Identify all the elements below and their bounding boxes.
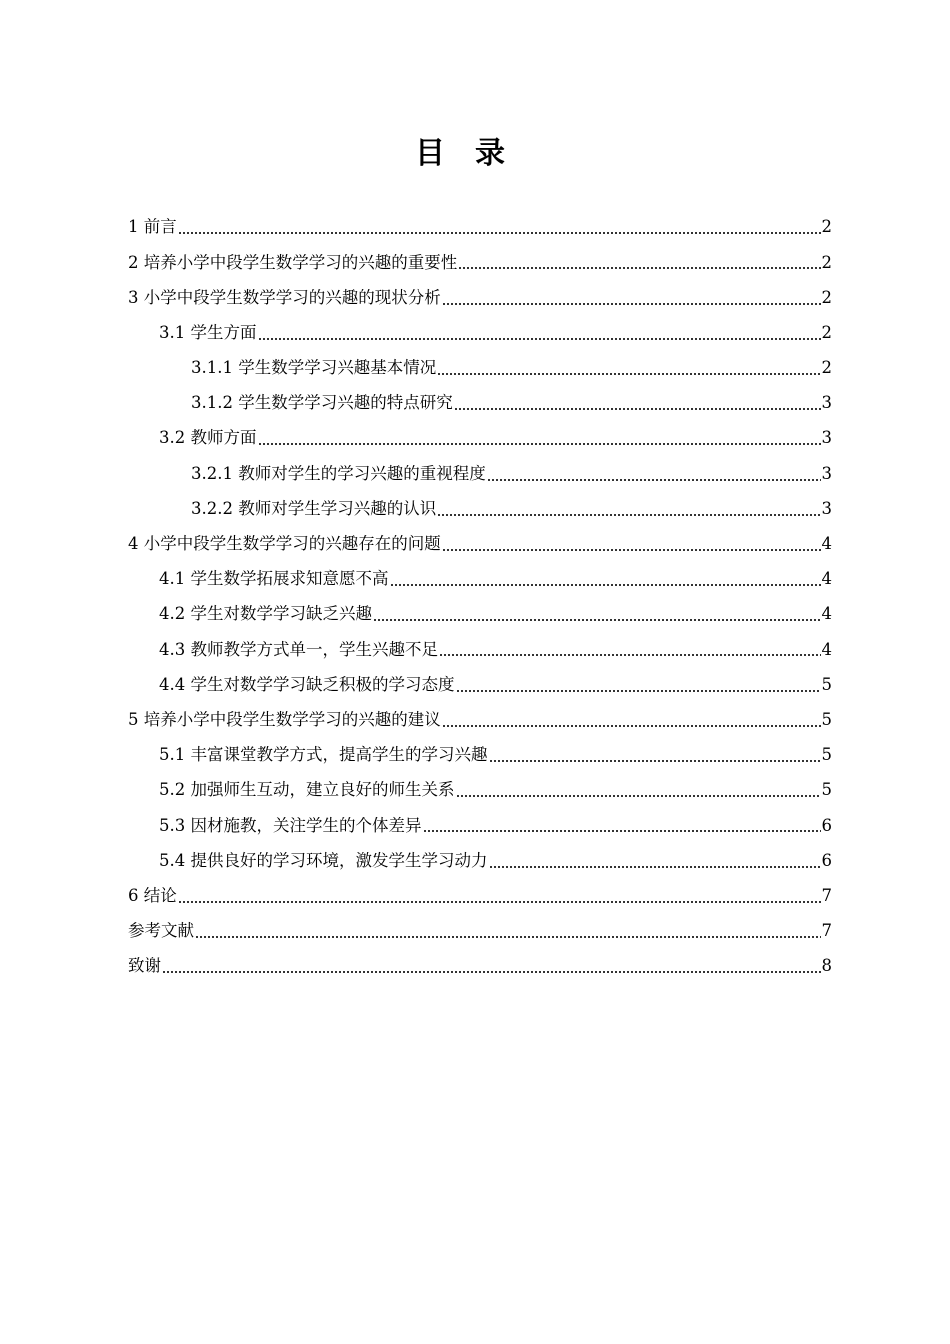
toc-entry-page: 4	[821, 639, 832, 659]
toc-leader-dots	[487, 479, 821, 481]
toc-entry-label: 3.1.1 学生数学学习兴趣基本情况	[191, 358, 437, 378]
toc-leader-dots	[162, 971, 821, 973]
toc-entry[interactable]	[128, 738, 832, 773]
toc-entry-page: 3	[821, 463, 832, 483]
toc-entry-page: 7	[821, 885, 832, 905]
toc-leader-dots	[423, 830, 821, 832]
toc-entry-page: 4	[821, 604, 832, 624]
toc-entry-label: 6 结论	[128, 885, 177, 905]
toc-entry[interactable]	[128, 456, 832, 491]
toc-leader-dots	[456, 795, 821, 797]
toc-entry-label: 3.1 学生方面	[159, 322, 257, 342]
toc-leader-dots	[454, 408, 821, 410]
toc-leader-dots	[458, 267, 820, 269]
toc-entry[interactable]	[128, 949, 832, 984]
toc-leader-dots	[489, 760, 821, 762]
toc-title: 目录	[415, 136, 535, 171]
toc-entry[interactable]	[128, 421, 832, 456]
toc-entry-label: 5 培养小学中段学生数学学习的兴趣的建议	[128, 709, 441, 729]
toc-leader-dots	[442, 303, 821, 305]
toc-entry[interactable]	[128, 703, 832, 738]
toc-entry-label: 2 培养小学中段学生数学学习的兴趣的重要性	[128, 252, 458, 272]
toc-entry[interactable]	[128, 351, 832, 386]
toc-entry-page: 4	[821, 534, 832, 554]
toc-entry-label: 3.2.1 教师对学生的学习兴趣的重视程度	[191, 463, 486, 483]
toc-leader-dots	[195, 936, 821, 938]
toc-entry-label: 4.3 教师教学方式单一，学生兴趣不足	[159, 639, 438, 659]
toc-entry[interactable]	[128, 492, 832, 527]
toc-leader-dots	[390, 584, 821, 586]
toc-leader-dots	[456, 690, 821, 692]
toc-entry[interactable]	[128, 808, 832, 843]
toc-entry-page: 6	[821, 815, 832, 835]
toc-entry[interactable]	[128, 386, 832, 421]
toc-entry-label: 4.1 学生数学拓展求知意愿不高	[159, 569, 389, 589]
toc-entry-page: 2	[821, 217, 832, 237]
toc-entry-page: 5	[821, 674, 832, 694]
toc-leader-dots	[439, 654, 821, 656]
toc-leader-dots	[437, 373, 820, 375]
toc-leader-dots	[178, 232, 821, 234]
toc-entry-page: 3	[821, 393, 832, 413]
toc-entry[interactable]	[128, 879, 832, 914]
toc-entry-label: 5.1 丰富课堂教学方式，提高学生的学习兴趣	[159, 745, 488, 765]
toc-entry[interactable]	[128, 527, 832, 562]
toc-entry-page: 3	[821, 498, 832, 518]
toc-entry-page: 8	[821, 956, 832, 976]
toc-entry[interactable]	[128, 210, 832, 245]
toc-leader-dots	[489, 866, 821, 868]
toc-entry[interactable]	[128, 632, 832, 667]
toc-entry[interactable]	[128, 280, 832, 315]
toc-entry[interactable]	[128, 245, 832, 280]
toc-entry-label: 5.2 加强师生互动，建立良好的师生关系	[159, 780, 455, 800]
toc-entry[interactable]	[128, 914, 832, 949]
toc-leader-dots	[258, 443, 821, 445]
toc-entry-label: 3.2 教师方面	[159, 428, 257, 448]
toc-entry[interactable]	[128, 843, 832, 878]
table-of-contents	[128, 210, 832, 984]
toc-entry-page: 2	[821, 252, 832, 272]
toc-entry[interactable]	[128, 562, 832, 597]
toc-entry-label: 4 小学中段学生数学学习的兴趣存在的问题	[128, 534, 441, 554]
toc-leader-dots	[442, 725, 821, 727]
toc-entry-page: 5	[821, 745, 832, 765]
toc-entry-label: 参考文献	[128, 921, 194, 941]
toc-entry-label: 3.2.2 教师对学生学习兴趣的认识	[191, 498, 437, 518]
toc-entry[interactable]	[128, 597, 832, 632]
toc-entry-page: 3	[821, 428, 832, 448]
toc-entry-page: 6	[821, 850, 832, 870]
toc-entry-page: 2	[821, 358, 832, 378]
toc-entry-label: 致谢	[128, 956, 161, 976]
toc-entry-page: 7	[821, 921, 832, 941]
toc-entry-label: 3.1.2 学生数学学习兴趣的特点研究	[191, 393, 453, 413]
toc-entry-page: 5	[821, 780, 832, 800]
toc-leader-dots	[373, 619, 821, 621]
toc-entry-label: 4.4 学生对数学学习缺乏积极的学习态度	[159, 674, 455, 694]
toc-entry-label: 5.4 提供良好的学习环境，激发学生学习动力	[159, 850, 488, 870]
toc-entry-label: 5.3 因材施教，关注学生的个体差异	[159, 815, 422, 835]
toc-entry-page: 5	[821, 709, 832, 729]
toc-entry[interactable]	[128, 316, 832, 351]
toc-entry-label: 1 前言	[128, 217, 177, 237]
toc-entry-page: 2	[821, 287, 832, 307]
toc-entry[interactable]	[128, 773, 832, 808]
toc-leader-dots	[258, 338, 821, 340]
toc-leader-dots	[442, 549, 821, 551]
toc-leader-dots	[178, 901, 821, 903]
toc-entry-label: 3 小学中段学生数学学习的兴趣的现状分析	[128, 287, 441, 307]
toc-entry[interactable]	[128, 667, 832, 702]
toc-entry-page: 4	[821, 569, 832, 589]
toc-leader-dots	[437, 514, 820, 516]
toc-entry-page: 2	[821, 322, 832, 342]
toc-entry-label: 4.2 学生对数学学习缺乏兴趣	[159, 604, 372, 624]
